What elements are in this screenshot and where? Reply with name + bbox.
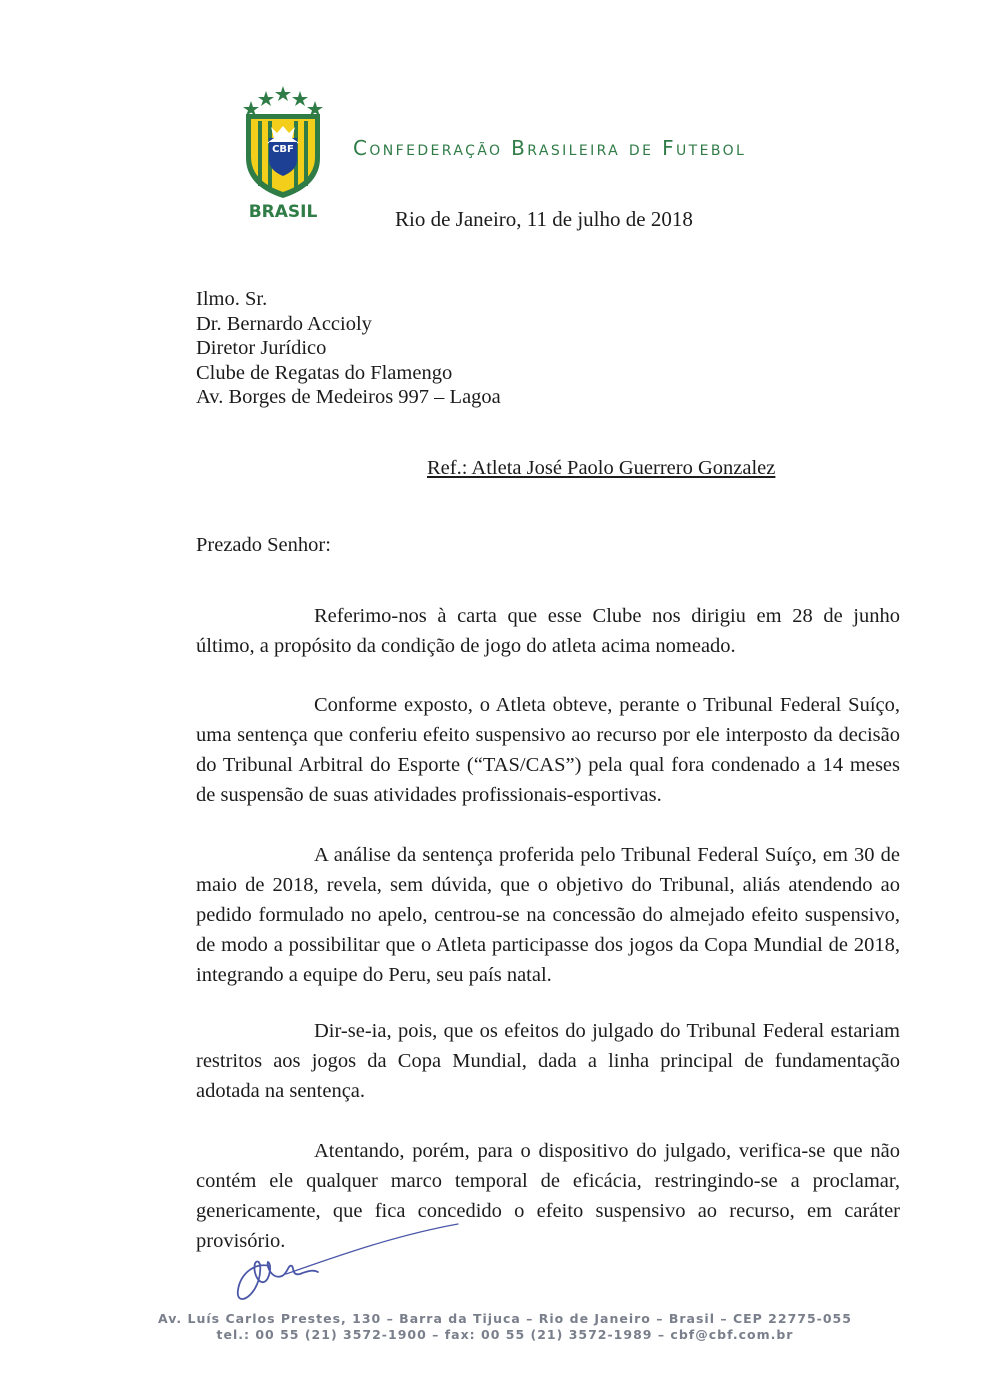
signature bbox=[222, 1218, 462, 1308]
letter-date: Rio de Janeiro, 11 de julho de 2018 bbox=[395, 207, 693, 231]
body-paragraph: Referimo-nos à carta que esse Clube nos dirigiu em 28 de junho último, a propósito da condição de jogo do atleta acima nomeado. bbox=[196, 605, 900, 657]
recipient-line: Dr. Bernardo Accioly bbox=[196, 312, 372, 335]
recipient-line: Ilmo. Sr. bbox=[196, 288, 268, 310]
footer-address: Av. Luís Carlos Prestes, 130 – Barra da Tijuca – Rio de Janeiro – Brasil – CEP 22775-055 bbox=[158, 1311, 852, 1326]
body-paragraph: Dir-se-ia, pois, que os efeitos do julgado do Tribunal Federal estariam restritos aos jogos da Copa Mundial, dada a linha principal de fundamentação adotada na sentença. bbox=[196, 1020, 900, 1102]
recipient-line: Diretor Jurídico bbox=[196, 337, 327, 359]
recipient-line: Av. Borges de Medeiros 997 – Lagoa bbox=[196, 386, 501, 408]
salutation: Prezado Senhor: bbox=[196, 534, 331, 556]
body-paragraph: Conforme exposto, o Atleta obteve, perante o Tribunal Federal Suíço, uma sentença que conferiu efeito suspensivo ao recurso por ele interposto da decisão do Tribunal Arbitral do Esporte (“TAS/CAS”) pela qual fora condenado a 14 meses de suspensão de suas atividades profissionais-esportivas. bbox=[196, 694, 900, 806]
organization-name: Confederação Brasileira de Futebol bbox=[353, 136, 747, 160]
footer-contact: tel.: 00 55 (21) 3572-1900 – fax: 00 55 (21) 3572-1989 – cbf@cbf.com.br bbox=[216, 1327, 794, 1342]
recipient-line: Clube de Regatas do Flamengo bbox=[196, 361, 453, 384]
star-icon bbox=[243, 86, 323, 116]
reference-line: Ref.: Atleta José Paolo Guerrero Gonzalez bbox=[427, 457, 776, 479]
body-paragraph: A análise da sentença proferida pelo Tribunal Federal Suíço, em 30 de maio de 2018, revela, sem dúvida, que o objetivo do Tribunal, aliás atendendo ao pedido formulado no apelo, centrou-se na concessão do almejado efeito suspensivo, de modo a possibilitar que o Atleta participasse dos jogos da Copa Mundial de 2018, integrando a equipe do Peru, seu país natal. bbox=[196, 844, 900, 986]
body-paragraph: Atentando, porém, para o dispositivo do julgado, verifica-se que não contém ele qualquer marco temporal de eficácia, restringindo-se a proclamar, genericamente, que fica concedido o efeito suspensivo ao recurso, em caráter provisório. bbox=[196, 1140, 900, 1252]
recipient-block bbox=[196, 287, 501, 410]
crest-initials: CBF bbox=[272, 144, 294, 155]
crest-country-label: BRASIL bbox=[248, 202, 318, 222]
cbf-crest-logo bbox=[240, 86, 326, 222]
